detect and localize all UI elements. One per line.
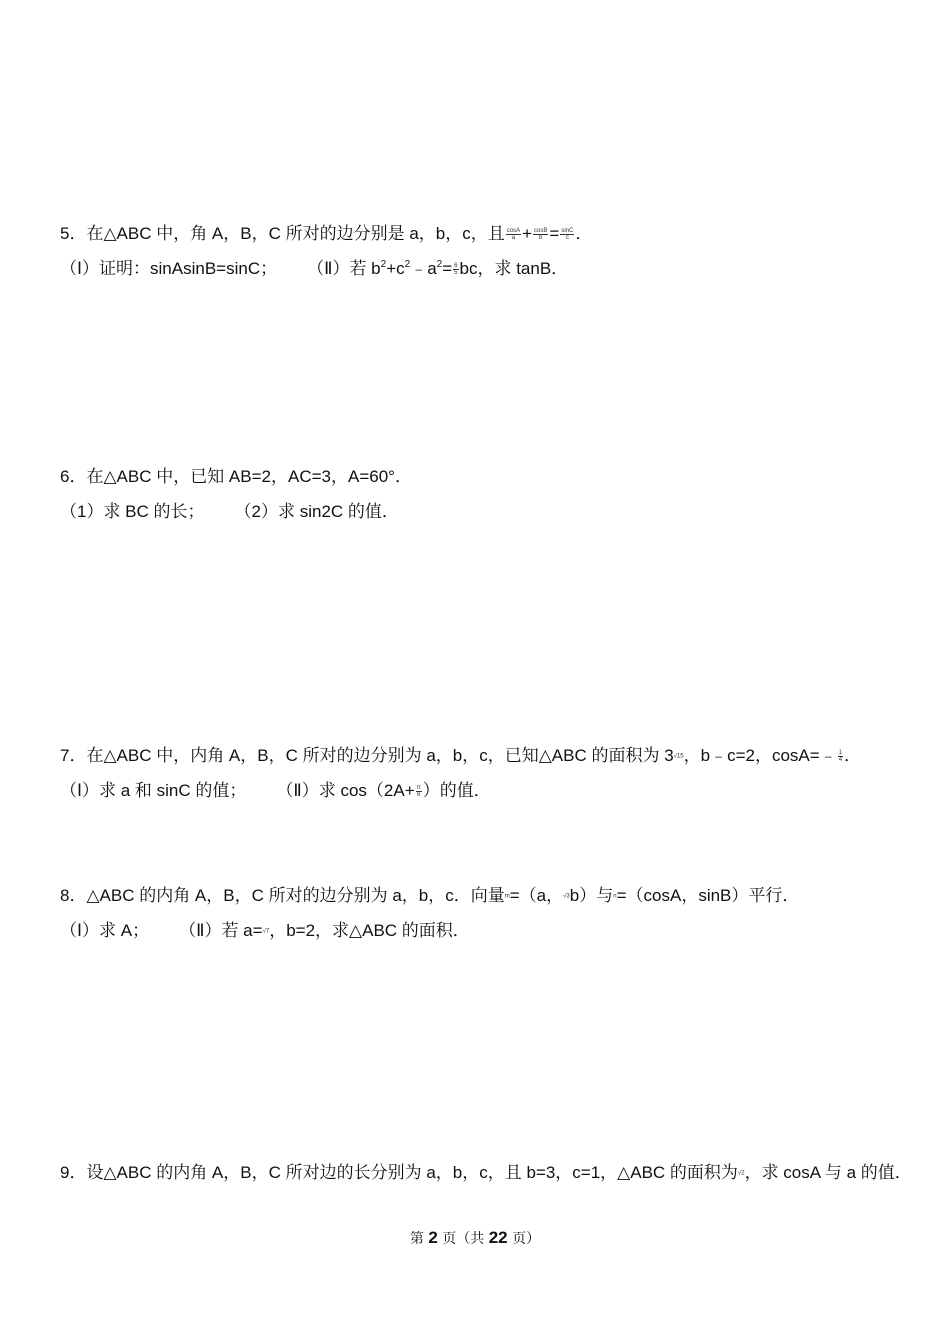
problem-8-text: 8．△ABC 的内角 A，B，C 所对的边分别为 a，b，c．向量 (60, 886, 505, 905)
vector-n: n (613, 893, 617, 900)
problem-5-part-2: （Ⅱ）若 $b^2+c^2﹣a^2=$ $\frac{6}{5}$ bc，求 tanB． (307, 259, 569, 278)
problem-5-line-1: 5．在△ABC 中，角 A，B，C 所对的边分别是 a，b，c，且 $\frac{\cos A}{a}$ + $\frac{\cos B}{b}$ = $\frac{\sin C}{c}$ ． (60, 224, 593, 243)
problem-6-line-1: 6．在△ABC 中，已知 AB=2，AC=3，A=60°． (60, 467, 412, 486)
problem-8-part-2: （Ⅱ）若 a=√7，b=2，求△ABC 的面积． (179, 921, 470, 940)
sqrt-3: √3 (563, 893, 570, 900)
page-footer: 第 2 页（共 22 页） (409, 1228, 541, 1247)
problem-5-text: 5．在△ABC 中，角 A，B，C 所对的边分别是 a，b，c，且 (60, 224, 505, 243)
problem-5-line-2 (60, 257, 568, 281)
problem-6-part-1: （1）求 BC 的长； (60, 502, 205, 521)
vector-m: m (504, 893, 510, 900)
problem-5-part-1: （Ⅰ）证明：sinAsinB=sinC； (60, 259, 278, 278)
fraction-6-over-5: $\frac{6}{5}$ (454, 263, 458, 277)
problem-9-line-1: 9．设△ABC 的内角 A，B，C 所对边的长分别为 a，b，c，且 b=3，c=1，△ABC 的面积为√2，求 cosA 与 a 的值． (60, 1163, 912, 1182)
sqrt-15: √15 (673, 753, 684, 760)
sqrt-2: √2 (737, 1170, 745, 1177)
current-page-number: 2 (428, 1228, 438, 1247)
problem-9-text: 9．设△ABC 的内角 A，B，C 所对边的长分别为 a，b，c，且 b=3，c=1，△ABC 的面积为 (60, 1163, 738, 1182)
fraction-sinC-over-c: $\frac{\sin C}{c}$ (561, 228, 574, 242)
problem-7-line-2 (60, 779, 491, 803)
problem-8-line-1: 8．△ABC 的内角 A，B，C 所对的边分别为 a，b，c．向量m=（a，√3b）与n=（cosA，sinB）平行． (60, 886, 800, 905)
problem-6-part-2: （2）求 sin2C 的值． (234, 502, 399, 521)
problem-8-line-2 (60, 919, 470, 944)
sqrt-7: √7 (262, 928, 270, 935)
problem-6-line-2 (60, 500, 399, 524)
fraction-cosA-over-a: $\frac{\cos A}{a}$ (506, 228, 521, 242)
problem-7-line-1: 7．在△ABC 中，内角 A，B，C 所对的边分别为 a，b，c，已知△ABC 的面积为 3√15，b﹣c=2，cosA=﹣ $\frac{1}{4}$ ． (60, 746, 862, 765)
fraction-cosB-over-b: $\frac{\cos B}{b}$ (534, 228, 548, 242)
problem-7-part-2: （Ⅱ）求 cos（2A+ $\frac{\pi}{6}$ ）的值． (276, 781, 491, 800)
problem-7-text: 7．在△ABC 中，内角 A，B，C 所对的边分别为 a，b，c，已知△ABC 的面积为 3 (60, 746, 674, 765)
fraction-1-over-4: $\frac{1}{4}$ (838, 750, 843, 764)
problem-8-part-1: （Ⅰ）求 A； (60, 921, 150, 940)
total-pages-number: 22 (488, 1228, 508, 1247)
fraction-pi-over-6: $\frac{\pi}{6}$ (416, 785, 421, 799)
problem-7-part-1: （Ⅰ）求 a 和 sinC 的值； (60, 781, 247, 800)
